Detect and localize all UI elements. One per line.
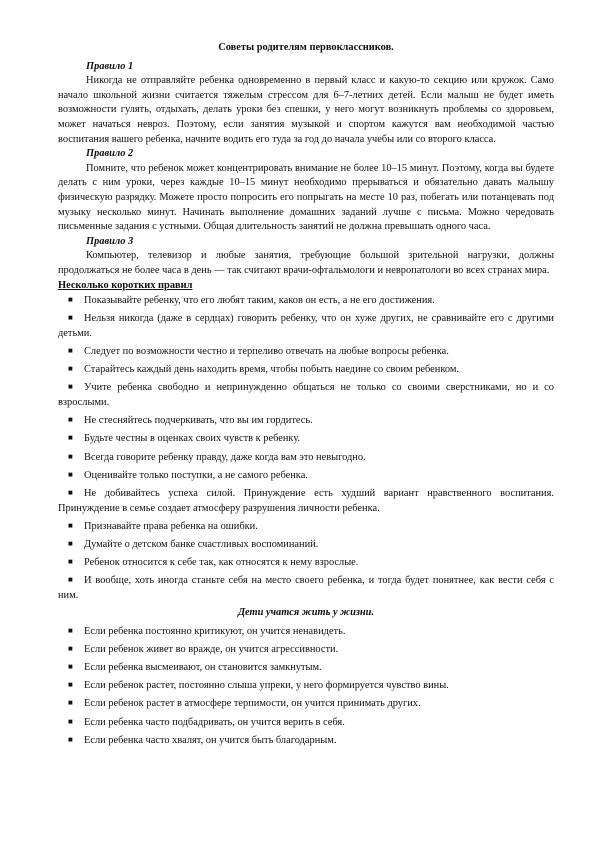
rule-3-text: Компьютер, телевизор и любые занятия, требующие большой зрительной нагрузки, должны продолжаться не более часа в день — так считают врачи-офтальмологи и невропатологи во всех странах мира. <box>58 250 554 276</box>
list-item <box>58 555 554 571</box>
bullet-icon: ■ <box>68 734 73 744</box>
list-item <box>58 537 554 553</box>
list-item-text: Думайте о детском банке счастливых воспоминаний. <box>84 538 319 550</box>
bullet-icon: ■ <box>68 716 73 726</box>
bullet-icon: ■ <box>68 625 73 635</box>
list-item-text: Если ребенка часто подбадривать, он учится верить в себя. <box>84 716 345 728</box>
list-item-text: Ребенок относится к себе так, как относятся к нему взрослые. <box>84 557 359 569</box>
rule-2-text: Помните, что ребенок может концентрировать внимание не более 10–15 минут. Поэтому, когда вы будете делать с ним уроки, через каждые 10–15 минут необходимо прерываться и обязательно давать малышу физическую разрядку. Можете просто попросить его попрыгать на месте 10 раз, побегать или потанцевать под музыку несколько минут. Начинать выполнение домашних заданий лучше с письма. Можно чередовать письменные задания с устными. Общая длительность занятий не должна превышать одного часа. <box>58 162 554 233</box>
short-rules-list <box>58 293 554 603</box>
rule-3-heading: Правило 3 <box>86 235 134 247</box>
list-item-text: Старайтесь каждый день находить время, чтобы побыть наедине со своим ребенком. <box>84 364 460 376</box>
list-item-text: Если ребенка высмеивают, он становится замкнутым. <box>84 662 322 674</box>
list-item <box>58 696 554 712</box>
life-lessons-heading: Дети учатся жить у жизни. <box>237 607 375 619</box>
list-item <box>58 573 554 603</box>
bullet-icon: ■ <box>68 451 73 461</box>
list-item <box>58 311 554 341</box>
list-item <box>58 362 554 378</box>
list-item-text: Не стесняйтесь подчеркивать, что вы им гордитесь. <box>84 415 313 427</box>
list-item <box>58 715 554 731</box>
list-item-text: Оценивайте только поступки, а не самого ребенка. <box>84 469 308 481</box>
bullet-icon: ■ <box>68 643 73 653</box>
document-body <box>58 41 554 751</box>
bullet-icon: ■ <box>68 662 73 672</box>
list-item <box>58 519 554 535</box>
list-item-text: Учите ребенка свободно и непринужденно общаться не только со своими сверстниками, но и со взрослыми. <box>58 382 554 409</box>
list-item-text: Если ребенка часто хвалят, он учится быть благодарным. <box>84 734 337 746</box>
list-item <box>58 380 554 410</box>
bullet-icon: ■ <box>68 520 73 530</box>
list-item-text: Если ребенок живет во вражде, он учится агрессивности. <box>84 643 339 655</box>
list-item <box>58 344 554 360</box>
list-item <box>58 486 554 516</box>
bullet-icon: ■ <box>68 346 73 356</box>
list-item-text: Показывайте ребенку, что его любят таким, каков он есть, а не его достижения. <box>84 295 435 307</box>
list-item <box>58 733 554 749</box>
bullet-icon: ■ <box>68 382 73 392</box>
list-item-text: Следует по возможности честно и терпеливо отвечать на любые вопросы ребенка. <box>84 346 449 358</box>
bullet-icon: ■ <box>68 487 73 497</box>
rule-1-heading: Правило 1 <box>86 60 134 72</box>
document-title: Советы родителям первоклассников. <box>218 42 394 53</box>
list-item <box>58 624 554 640</box>
bullet-icon: ■ <box>68 364 73 374</box>
bullet-icon: ■ <box>68 680 73 690</box>
list-item-text: Если ребенок растет, постоянно слыша упреки, у него формируется чувство вины. <box>84 680 449 692</box>
bullet-icon: ■ <box>68 575 73 585</box>
list-item-text: Будьте честны в оценках своих чувств к ребенку. <box>84 433 301 445</box>
list-item-text: Всегда говорите ребенку правду, даже когда вам это невыгодно. <box>84 451 366 463</box>
bullet-icon: ■ <box>68 433 73 443</box>
life-lessons-list <box>58 624 554 749</box>
list-item <box>58 293 554 309</box>
list-item <box>58 678 554 694</box>
list-item-text: Если ребенок растет в атмосфере терпимости, он учится принимать других. <box>84 698 421 710</box>
bullet-icon: ■ <box>68 538 73 548</box>
list-item <box>58 431 554 447</box>
bullet-icon: ■ <box>68 313 73 323</box>
list-item <box>58 413 554 429</box>
bullet-icon: ■ <box>68 295 73 305</box>
list-item-text: Признавайте права ребенка на ошибки. <box>84 520 258 532</box>
bullet-icon: ■ <box>68 557 73 567</box>
rule-1-text: Никогда не отправляйте ребенка одновременно в первый класс и какую-то секцию или кружок. Само начало школьной жизни считается тяжелым стрессом для 6–7-летних детей. Если малыш не будет иметь возможности гулять, отдыхать, делать уроки без спешки, у него могут возникнуть проблемы со здоровьем, может начаться невроз. Поэтому, если занятия музыкой и спортом кажутся вам необходимой частью воспитания вашего ребенка, начните водить его туда за год до начала учебы или со второго класса. <box>58 75 554 145</box>
short-rules-heading: Несколько коротких правил <box>58 279 193 291</box>
list-item-text: Не добивайтесь успеха силой. Принуждение есть худший вариант нравственного воспитания. Принуждение в семье создает атмосферу разрушения личности ребенка. <box>58 487 554 514</box>
rule-2-heading: Правило 2 <box>86 148 134 160</box>
bullet-icon: ■ <box>68 415 73 425</box>
list-item <box>58 450 554 466</box>
bullet-icon: ■ <box>68 469 73 479</box>
bullet-icon: ■ <box>68 698 73 708</box>
list-item-text: Нельзя никогда (даже в сердцах) говорить ребенку, что он хуже других, не сравнивайте его с другими детьми. <box>58 313 554 339</box>
list-item <box>58 642 554 658</box>
list-item <box>58 660 554 676</box>
list-item-text: И вообще, хоть иногда станьте себя на место своего ребенка, и тогда будет понятнее, как вести себя с ним. <box>58 575 554 601</box>
list-item <box>58 468 554 484</box>
list-item-text: Если ребенка постоянно критикуют, он учится ненавидеть. <box>84 625 346 637</box>
